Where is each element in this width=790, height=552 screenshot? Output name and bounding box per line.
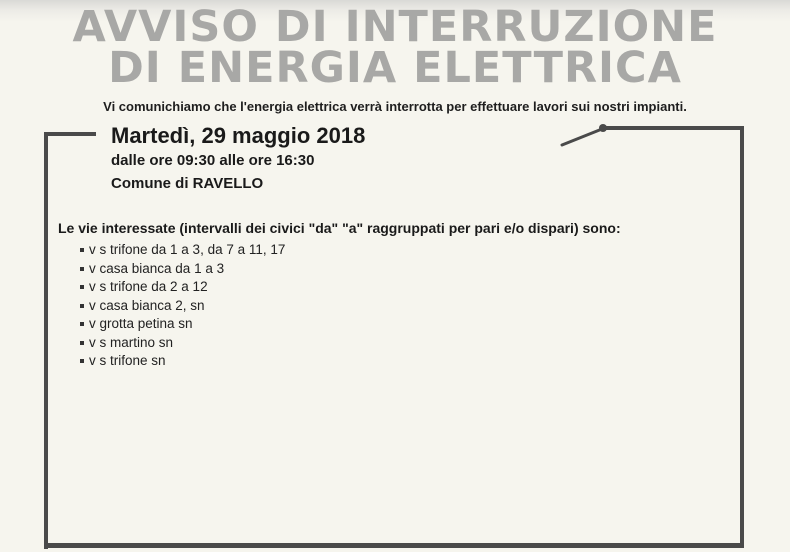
street-text: v s trifone da 2 a 12 [89,279,208,294]
bullet-icon [80,304,84,308]
frame-right-line [740,127,744,548]
street-item [80,297,285,316]
notice-intro: Vi comunichiamo che l'energia elettrica verrà interrotta per effettuare lavori sui nostri impianti. [103,99,687,114]
street-item [80,278,285,297]
street-text: v s trifone sn [89,353,166,368]
frame-bottom-line [44,543,744,548]
notice-title-line2: DI ENERGIA ELETTRICA [108,43,682,93]
street-item [80,315,285,334]
bullet-icon [80,341,84,345]
outage-comune: Comune di RAVELLO [111,175,264,192]
street-text: v casa bianca 2, sn [89,297,205,313]
bullet-icon [80,322,84,326]
frame-top-right-line [603,126,744,130]
street-text: v s trifone da 1 a 3, da 7 a 11, 17 [89,242,286,257]
street-item [80,241,285,260]
street-text: v grotta petina sn [89,316,193,331]
bullet-icon [80,359,84,363]
frame-top-left-line [44,132,96,136]
notice-title-line1: AVVISO DI INTERRUZIONE [72,2,718,52]
street-item [80,260,285,279]
street-text: v casa bianca da 1 a 3 [89,260,225,276]
bullet-icon [80,248,84,252]
outage-hours: dalle ore 09:30 alle ore 16:30 [111,152,315,169]
street-item [80,334,285,353]
street-text: v s martino sn [89,334,174,350]
bullet-icon [80,285,84,289]
outage-date: Martedì, 29 maggio 2018 [111,123,366,148]
streets-heading: Le vie interessate (intervalli dei civici "da" "a" raggruppati per pari e/o dispari) sono: [58,220,621,236]
bullet-icon [80,267,84,271]
frame-hook-decoration [560,120,616,150]
street-item [80,352,285,371]
frame-left-line [44,134,48,549]
streets-list [80,241,285,371]
